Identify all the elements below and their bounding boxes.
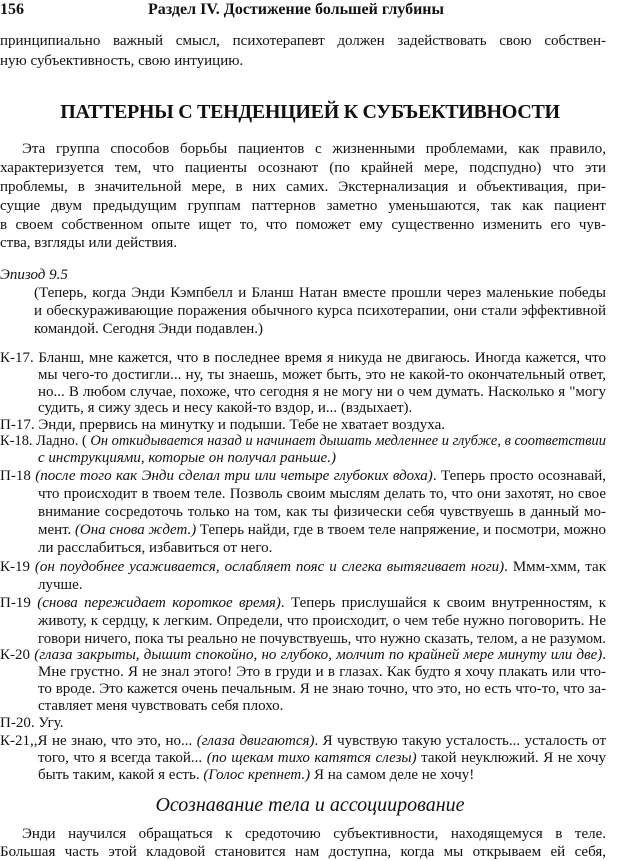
text-segment: . Теперь прислушайся к своим внутренностям, к [280,595,607,611]
dialogue-line [38,503,606,521]
text-segment: в своем собственном опыте ищет то, что поможет ему существенно изменить его чув- [0,217,606,233]
dialogue-line [38,697,606,715]
italic-remark: (Голос крепнет.) [203,767,311,783]
text-segment: и обескураживающие поражения обычного курса психотерапии, они стали эффективной [34,303,606,319]
section-heading: ПАТТЕРНЫ С ТЕНДЕНЦИЕЙ К СУБЪЕКТИВНОСТИ [60,101,560,123]
text-segment: мент. [38,522,75,538]
text-segment: Энди, прервись на минутку и подыши. Тебе не хватает воздуха. [38,417,445,433]
dialogue-line [38,680,606,698]
text-line [22,140,606,158]
speaker-label: К-21,, [0,733,38,749]
dialogue-line [38,663,606,681]
speaker-label: П-18 [0,468,36,484]
dialogue-line [0,432,606,450]
text-segment: . Я чувствую такую усталость... усталость от [314,733,606,749]
text-segment: но... В любом случае, похоже, что сегодня я не могу ни о чем думать. Насколько я "могу [38,384,606,400]
text-line [22,825,606,843]
text-segment: такой неуклюжий. Я не хочу [416,750,607,766]
text-segment: Энди научился обращаться к средоточию субъективности, находящемуся в теле. [22,826,606,842]
dialogue-line [0,594,606,612]
text-segment: то вроде. Это кажется очень печальным. Я не знаю точно, что это, но есть что-то, что за- [38,681,606,697]
text-segment: Ладно. ( [36,433,87,449]
italic-remark: (глаза закрыты, дышит спокойно, но глубоко, молчит по крайней мере минуту или две) [34,647,603,663]
dialogue-line [0,732,606,750]
text-line [34,284,606,302]
text-line [0,216,606,234]
text-line [0,159,606,177]
text-segment: Мне грустно. Я не знал этого! Это в груди и в глазах. Как будто я хочу плакать или что- [38,664,606,680]
text-segment: ства, взгляды или действия. [0,235,178,251]
text-segment: . Ммм-хмм, так [504,559,606,575]
text-segment: быть таким, какой я есть. [38,767,204,783]
speaker-label: П-20. [0,715,39,731]
italic-remark: (глаза двигаются) [196,733,315,749]
text-segment: Эта группа способов борьбы пациентов с жизненными проблемами, как правило, [22,141,606,157]
dialogue-line [38,366,606,384]
italic-remark: Он откидывается назад и начинает дышать медленнее и глубже, в соответствии [86,433,607,449]
speaker-label: П-17. [0,417,39,433]
text-segment: животу, к сердцу, к легким. Определи, что происходит, о чем тебе нужно поговорить. Не [38,613,606,629]
text-segment: что происходит в твоем теле. Позволь своим мыслям делать то, что они захотят, но свое [38,486,606,502]
text-segment: того, что я всегда такой... [38,750,207,766]
italic-remark: (снова пережидает короткое время) [37,595,281,611]
speaker-label: К-18. [0,433,37,449]
dialogue-line [38,485,606,503]
dialogue-line [38,612,606,630]
dialogue-line [38,576,606,594]
text-line [0,843,606,861]
text-segment: проблемы, в значительной мере, в них самих. Экстернализация и объективация, при- [0,179,606,195]
text-segment: . [602,647,607,663]
text-line [0,197,606,215]
dialogue-line [0,646,606,664]
text-segment: Я не знаю, что это, но... [37,733,197,749]
dialogue-line [38,449,606,467]
text-segment: Большая часть этой кладовой становится нам доступна, когда мы открываем ей себя, [0,844,606,860]
italic-remark: (по щекам тихо катятся слезы) [206,750,417,766]
dialogue-line [38,539,606,557]
text-line [0,234,606,252]
italic-remark: (он поудобнее усаживается, ослабляет пояс и слегка вытягивает ноги) [34,559,505,575]
text-line [0,266,606,284]
text-segment: (Теперь, когда Энди Кэмпбелл и Бланш Натан вместе прошли через маленькие победы [34,285,606,301]
text-segment: . Теперь просто осознавай, [432,468,607,484]
page-number: 156 [0,1,24,18]
text-segment: сущие двум предыдущим группам паттернов заметно уменьшаются, так как пациент [0,198,606,214]
text-segment: судить, я сижу здесь и несу какой-то вздор, и... (вздыхает). [38,400,413,416]
text-segment: ставляет меня чувствовать себя плохо. [38,698,284,714]
text-segment: Теперь найди, где в твоем теле напряжение, и посмотри, можно [196,522,606,538]
running-title: Раздел IV. Достижение большей глубины [148,1,445,18]
text-line [34,320,606,338]
text-segment: говори ничего, пока ты реально не почувствуешь, что нужно сказать, телом, а не разумом. [38,631,606,647]
subsection-heading: Осознавание тела и ассоциирование [155,794,465,816]
text-line [0,52,606,70]
text-line [0,178,606,196]
text-segment: принципиально важный смысл, психотерапевт должен задействовать свою собствен- [0,33,606,49]
dialogue-line [0,558,606,576]
dialogue-line [0,714,606,732]
text-segment: Бланш, мне кажется, что в последнее время я никуда не двигаюсь. Иногда кажется, что [38,350,607,366]
dialogue-line [0,467,606,485]
dialogue-line [38,521,606,539]
dialogue-line [38,399,606,417]
text-segment: командой. Сегодня Энди подавлен.) [34,321,263,337]
italic-remark: (Она снова ждет.) [74,522,197,538]
italic-remark: с инструкциями, которые он получал раньше.) [38,450,336,466]
text-segment: характеризуется тем, что пациенты осознают (по крайней мере, подспудно) что эти [0,160,606,176]
text-segment: мы чего-то достигли... ну, ты знаешь, может быть, это не какой-то окончательный ответ, [38,367,606,383]
dialogue-line [38,766,606,784]
text-segment: ную субъективность, свою интуицию. [0,53,244,69]
speaker-label: П-19 [0,595,38,611]
text-line [0,32,606,50]
text-segment: ли расслабиться, избавиться от него. [38,540,273,556]
text-segment: лучше. [38,577,83,593]
text-line [34,302,606,320]
speaker-label: К-19 [0,559,35,575]
text-segment: внимание сосредоточь только на том, как ты физически себя чувствуешь в данный мо- [38,504,606,520]
italic-remark: Эпизод 9.5 [0,267,68,283]
text-segment: Угу. [38,715,64,731]
speaker-label: К-20 [0,647,35,663]
italic-remark: (после того как Энди сделал три или четыре глубоких вдоха) [35,468,433,484]
speaker-label: К-17. [0,350,39,366]
dialogue-line [0,349,606,367]
text-segment: Я на самом деле не хочу! [310,767,475,783]
dialogue-line [38,749,606,767]
